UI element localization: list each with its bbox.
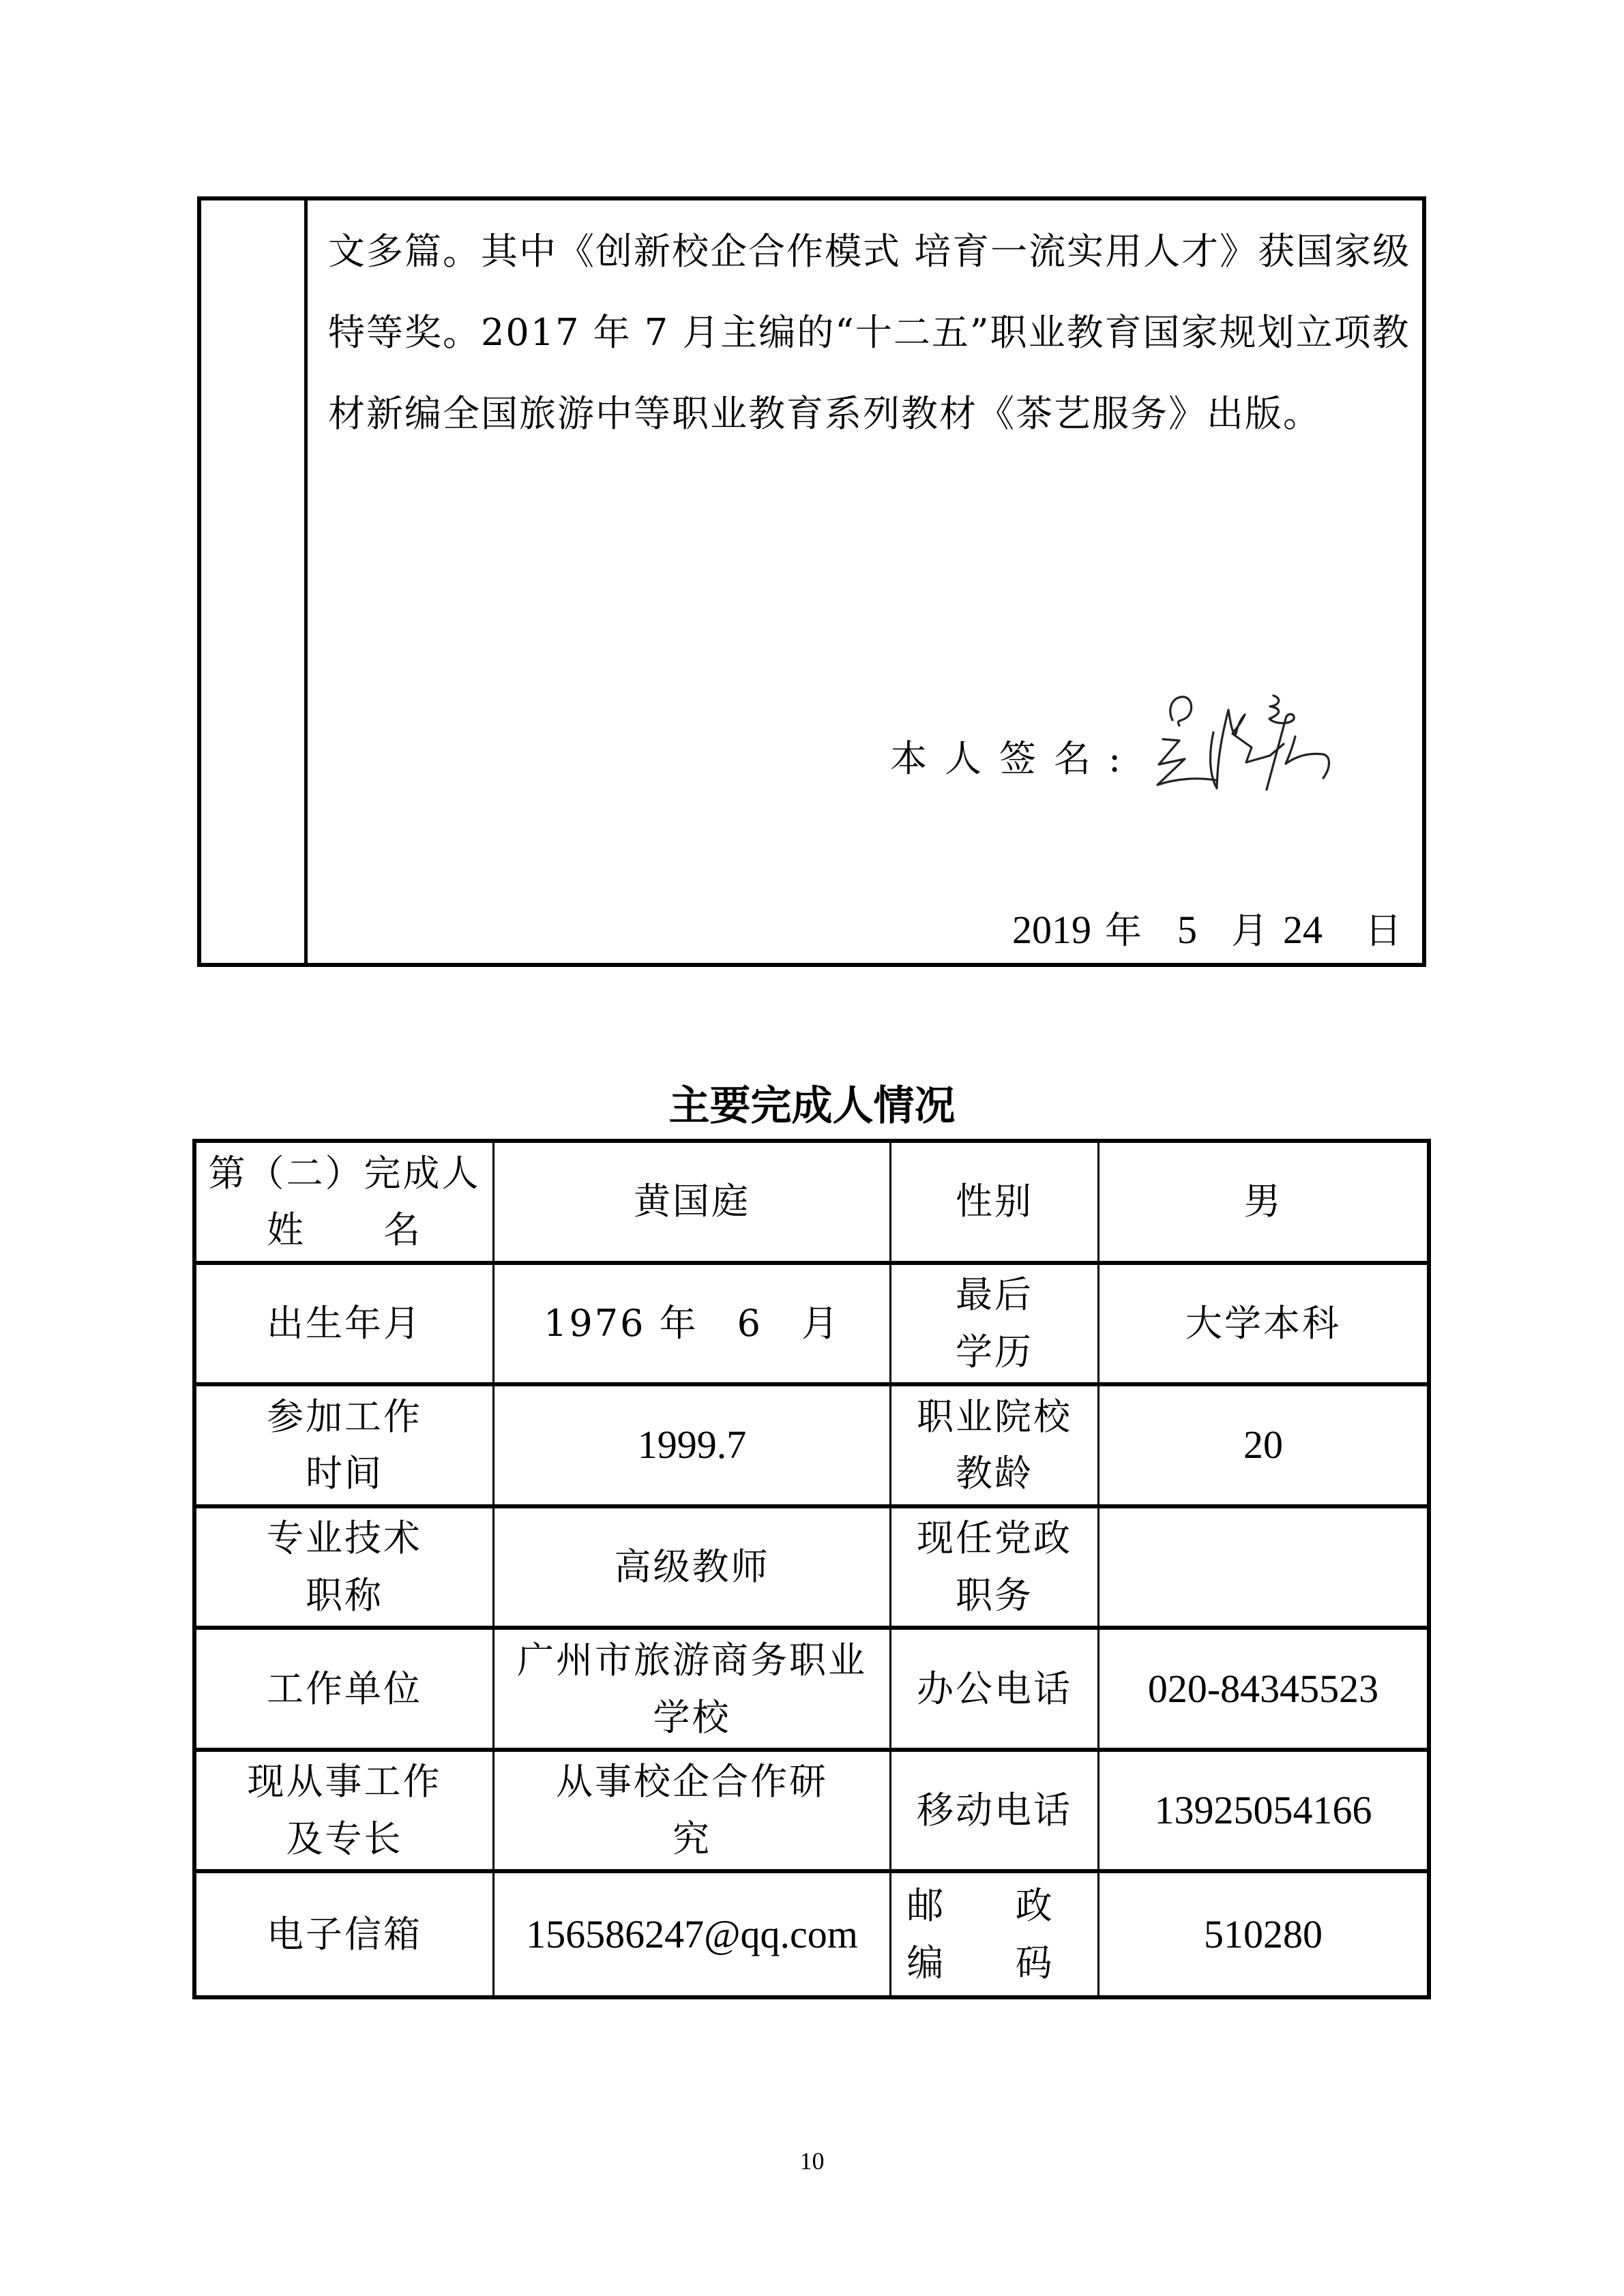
description-line: 文多篇。其中《创新校企合作模式 培育一流实用人才》获国家级 — [328, 230, 1411, 273]
table-cell-field-label — [891, 1752, 1099, 1874]
date-day-unit: 日 — [1365, 909, 1403, 952]
cell-text — [917, 1510, 1072, 1624]
field-label-line: 学历 — [956, 1330, 1033, 1373]
field-value-line: 1976 年 6 月 — [544, 1302, 840, 1345]
cell-text — [906, 1877, 1082, 1991]
cell-text — [1204, 1904, 1323, 1965]
description-line: 特等奖。2017 年 7 月主编的“十二五”职业教育国家规划立项教 — [328, 311, 1411, 354]
field-value-line: 黄国庭 — [634, 1180, 750, 1223]
page-number: 10 — [799, 2147, 825, 2175]
field-value-line: 大学本科 — [1185, 1302, 1341, 1345]
table-cell-field-label — [891, 1508, 1099, 1630]
cell-text — [267, 1295, 422, 1352]
cell-text — [1148, 1658, 1378, 1720]
table-cell-field-label — [891, 1265, 1099, 1387]
signature-label: 本人签名: — [890, 737, 1139, 780]
field-label-line: 邮 政 — [906, 1884, 1082, 1928]
label-column-empty — [201, 200, 308, 963]
table-cell-field-value — [1099, 1143, 1427, 1265]
field-value-line: 高级教师 — [614, 1545, 770, 1589]
field-label-line: 教龄 — [956, 1452, 1033, 1495]
field-label-line: 工作单位 — [267, 1667, 422, 1710]
table-cell-field-label — [196, 1752, 494, 1874]
field-value-line: 男 — [1243, 1180, 1283, 1223]
field-value-line: 广州市旅游商务职业 — [517, 1638, 867, 1682]
field-label-line: 姓 名 — [267, 1208, 422, 1252]
table-cell-field-label — [891, 1143, 1099, 1265]
field-label-line: 职业院校 — [917, 1395, 1072, 1438]
cell-text — [1155, 1780, 1372, 1841]
field-label-line: 参加工作 — [267, 1395, 422, 1438]
cell-text — [267, 1388, 422, 1502]
cell-text — [917, 1782, 1072, 1839]
cell-text — [544, 1295, 840, 1352]
table-cell-field-label — [196, 1630, 494, 1752]
cell-text — [248, 1753, 442, 1867]
table-cell-field-label — [196, 1143, 494, 1265]
table-cell-field-label — [196, 1386, 494, 1508]
field-value-line: 从事校企合作研 — [556, 1760, 828, 1804]
cell-text — [267, 1510, 422, 1624]
field-label-line: 时间 — [306, 1452, 383, 1495]
field-label-line: 及专长 — [286, 1817, 403, 1861]
field-label-line: 移动电话 — [917, 1789, 1072, 1832]
cell-text — [556, 1753, 828, 1867]
field-label-line: 办公电话 — [917, 1667, 1072, 1710]
field-label-line: 电子信箱 — [267, 1912, 422, 1956]
cell-text — [526, 1904, 858, 1965]
field-label-line: 出生年月 — [267, 1302, 422, 1345]
main-contributor-info-table — [192, 1139, 1431, 1999]
table-cell-field-value — [1099, 1508, 1427, 1630]
date-month: 5 — [1177, 908, 1197, 952]
field-label-line: 最后 — [956, 1273, 1033, 1317]
field-label-line: 现从事工作 — [247, 1760, 442, 1804]
cell-text — [517, 1632, 867, 1746]
field-value-line: 20 — [1243, 1422, 1283, 1467]
cell-text — [1243, 1414, 1283, 1476]
date-year: 2019 — [1012, 908, 1091, 952]
field-label-line: 专业技术 — [267, 1517, 422, 1560]
table-cell-field-value — [494, 1386, 891, 1508]
signature-date — [1012, 901, 1403, 954]
date-day: 24 — [1283, 908, 1323, 952]
field-label-line: 职称 — [306, 1573, 383, 1617]
table-cell-field-value — [494, 1265, 891, 1387]
cell-text — [1185, 1295, 1341, 1352]
date-year-unit: 年 — [1105, 909, 1143, 952]
achievement-description-table — [197, 196, 1426, 967]
table-cell-field-value — [1099, 1265, 1427, 1387]
field-label-line: 现任党政 — [917, 1517, 1072, 1560]
table-cell-field-label — [196, 1265, 494, 1387]
cell-text — [267, 1660, 422, 1718]
handwritten-signature-icon — [1130, 693, 1355, 816]
field-label-line: 第（二）完成人 — [208, 1151, 481, 1195]
field-value-line: 究 — [673, 1817, 711, 1861]
field-value-line: 学校 — [653, 1695, 731, 1739]
cell-text — [956, 1266, 1033, 1380]
table-cell-field-value — [494, 1752, 891, 1874]
cell-text — [1244, 1173, 1283, 1230]
table-cell-field-value — [1099, 1752, 1427, 1874]
field-value-line: 020-84345523 — [1147, 1666, 1379, 1711]
table-cell-field-label — [196, 1508, 494, 1630]
cell-text — [956, 1173, 1033, 1230]
table-cell-field-value — [494, 1143, 891, 1265]
table-cell-field-value — [494, 1630, 891, 1752]
table-cell-field-value — [1099, 1630, 1427, 1752]
table-cell-field-value — [1099, 1386, 1427, 1508]
table-cell-field-value — [1099, 1873, 1427, 1995]
cell-text — [634, 1173, 750, 1230]
date-month-unit: 月 — [1231, 909, 1269, 952]
table-cell-field-label — [196, 1873, 494, 1995]
cell-text — [267, 1906, 422, 1963]
field-value-line: 1999.7 — [637, 1422, 747, 1467]
table-cell-field-value — [494, 1508, 891, 1630]
cell-text — [615, 1538, 770, 1596]
field-value-line: 13925054166 — [1154, 1788, 1372, 1833]
section-title: 主要完成人情况 — [668, 1082, 956, 1130]
description-line: 材新编全国旅游中等职业教育系列教材《茶艺服务》出版。 — [328, 392, 1321, 435]
field-value-line: 510280 — [1204, 1911, 1323, 1956]
cell-text — [209, 1145, 481, 1259]
field-label-line: 性别 — [956, 1180, 1033, 1223]
cell-text — [638, 1414, 747, 1476]
table-cell-field-label — [891, 1873, 1099, 1995]
cell-text — [917, 1660, 1072, 1718]
field-value-line: 156586247@qq.com — [526, 1911, 858, 1956]
cell-text — [917, 1388, 1072, 1502]
table-cell-field-label — [891, 1386, 1099, 1508]
table-cell-field-value — [494, 1873, 891, 1995]
table-cell-field-label — [891, 1630, 1099, 1752]
field-label-line: 编 码 — [906, 1941, 1082, 1984]
field-label-line: 职务 — [956, 1573, 1033, 1617]
